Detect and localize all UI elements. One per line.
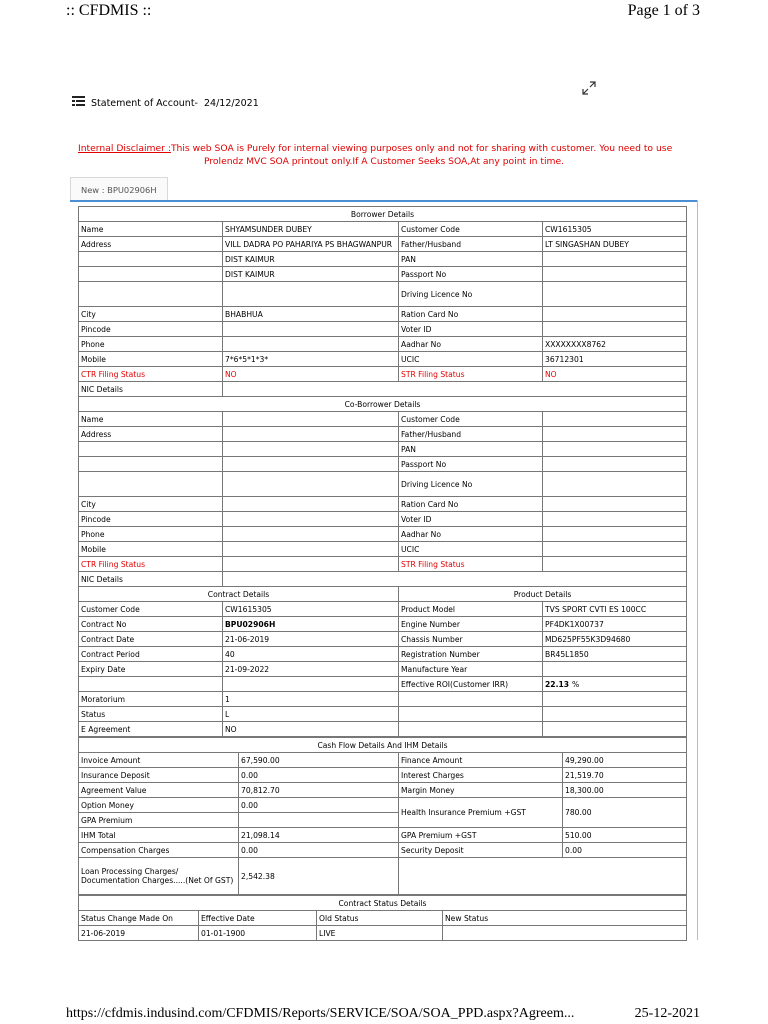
table-cell: Mobile — [79, 352, 223, 367]
internal-disclaimer — [78, 142, 690, 168]
table-cell — [223, 412, 399, 427]
table-cell: Driving Licence No — [399, 282, 543, 307]
table-cell — [79, 282, 223, 307]
table-cell: Registration Number — [399, 647, 543, 662]
table-cell: Voter ID — [399, 512, 543, 527]
table-row — [79, 798, 687, 813]
table-cell: 49,290.00 — [563, 753, 687, 768]
section-heading-row — [79, 587, 687, 602]
table-cell — [223, 337, 399, 352]
table-cell: Phone — [79, 337, 223, 352]
table-cell: Expiry Date — [79, 662, 223, 677]
cashflow-table — [78, 737, 687, 895]
tab-contract[interactable]: New : BPU02906H — [70, 177, 168, 201]
table-cell: TVS SPORT CVTI ES 100CC — [543, 602, 687, 617]
table-row — [79, 722, 687, 737]
table-cell: Contract Period — [79, 647, 223, 662]
table-row — [79, 768, 687, 783]
table-cell: City — [79, 307, 223, 322]
table-row — [79, 707, 687, 722]
section-heading: Contract Details — [79, 587, 399, 602]
table-row — [79, 572, 687, 587]
table-cell: GPA Premium +GST — [399, 828, 563, 843]
table-cell: 0.00 — [563, 843, 687, 858]
effective-roi-value: 22.13 — [545, 679, 570, 689]
table-cell: GPA Premium — [79, 813, 239, 828]
table-cell: Customer Code — [79, 602, 223, 617]
table-cell: LT SINGASHAN DUBEY — [543, 237, 687, 252]
table-cell: CW1615305 — [223, 602, 399, 617]
table-cell — [543, 412, 687, 427]
table-row — [79, 252, 687, 267]
table-cell — [223, 542, 399, 557]
table-row — [79, 617, 687, 632]
table-cell — [543, 542, 687, 557]
section-heading-row — [79, 738, 687, 753]
table-cell: PAN — [399, 442, 543, 457]
table-row — [79, 337, 687, 352]
effective-roi-unit: % — [572, 679, 580, 689]
table-cell — [223, 457, 399, 472]
table-row — [79, 692, 687, 707]
table-cell: Voter ID — [399, 322, 543, 337]
table-cell: 70,812.70 — [239, 783, 399, 798]
table-cell: UCIC — [399, 542, 543, 557]
table-row — [79, 843, 687, 858]
table-cell: MD625PF55K3D94680 — [543, 632, 687, 647]
table-cell — [443, 926, 687, 941]
table-cell: IHM Total — [79, 828, 239, 843]
table-cell — [399, 707, 543, 722]
footer-url: https://cfdmis.indusind.com/CFDMIS/Reports/SERVICE/SOA/SOA_PPD.aspx?Agreem... — [66, 1006, 575, 1021]
table-cell — [543, 662, 687, 677]
table-cell: 21-06-2019 — [79, 926, 199, 941]
table-cell: Moratorium — [79, 692, 223, 707]
table-cell — [543, 527, 687, 542]
table-cell: 7*6*5*1*3* — [223, 352, 399, 367]
table-cell — [223, 427, 399, 442]
table-cell: Manufacture Year — [399, 662, 543, 677]
footer-date: 25-12-2021 — [634, 1006, 700, 1021]
table-cell: Address — [79, 427, 223, 442]
table-row — [79, 427, 687, 442]
table-row — [79, 382, 687, 397]
table-cell: Chassis Number — [399, 632, 543, 647]
nic-details-label: NIC Details — [79, 572, 223, 587]
table-cell: Driving Licence No — [399, 472, 543, 497]
page-number: Page 1 of 3 — [627, 2, 700, 19]
table-row — [79, 753, 687, 768]
section-heading: Contract Status Details — [79, 896, 687, 911]
table-cell: STR Filing Status — [399, 557, 543, 572]
table-cell — [543, 557, 687, 572]
table-row — [79, 926, 687, 941]
table-cell: 21-09-2022 — [223, 662, 399, 677]
disclaimer-line2: Prolendz MVC SOA printout only.If A Customer Seeks SOA,At any point in time. — [203, 156, 565, 167]
table-row — [79, 662, 687, 677]
table-cell: Security Deposit — [399, 843, 563, 858]
table-cell: Engine Number — [399, 617, 543, 632]
table-cell: Effective ROI(Customer IRR) — [399, 677, 543, 692]
table-cell — [223, 442, 399, 457]
table-row — [79, 457, 687, 472]
table-cell — [223, 382, 687, 397]
table-cell: Father/Husband — [399, 237, 543, 252]
table-cell: BPU02906H — [223, 617, 399, 632]
table-cell: Health Insurance Premium +GST — [399, 798, 563, 828]
disclaimer-line1: This web SOA is Purely for internal viewing purposes only and not for sharing with customer. You need to use — [170, 143, 673, 154]
table-cell — [543, 307, 687, 322]
table-cell: 21-06-2019 — [223, 632, 399, 647]
table-cell: 21,098.14 — [239, 828, 399, 843]
table-cell — [543, 707, 687, 722]
soa-title-date: 24/12/2021 — [203, 98, 259, 109]
table-cell: Interest Charges — [399, 768, 563, 783]
table-row — [79, 472, 687, 497]
section-heading: Cash Flow Details And IHM Details — [79, 738, 687, 753]
column-header: New Status — [443, 911, 687, 926]
table-cell: 510.00 — [563, 828, 687, 843]
table-cell — [239, 813, 399, 828]
table-cell: CTR Filing Status — [79, 557, 223, 572]
table-cell: Customer Code — [399, 222, 543, 237]
table-cell — [543, 442, 687, 457]
table-row — [79, 497, 687, 512]
column-header: Old Status — [317, 911, 443, 926]
table-cell: Finance Amount — [399, 753, 563, 768]
table-row — [79, 282, 687, 307]
soa-title-label: Statement of Account- — [91, 98, 198, 109]
table-cell — [223, 527, 399, 542]
panel-border — [697, 200, 698, 940]
table-row — [79, 858, 687, 895]
table-cell: Agreement Value — [79, 783, 239, 798]
table-cell: Father/Husband — [399, 427, 543, 442]
disclaimer-label: Internal Disclaimer : — [78, 143, 171, 154]
table-cell: Option Money — [79, 798, 239, 813]
table-cell: Passport No — [399, 267, 543, 282]
table-cell — [543, 692, 687, 707]
table-cell: STR Filing Status — [399, 367, 543, 382]
table-row — [79, 222, 687, 237]
table-cell — [543, 457, 687, 472]
table-cell: 780.00 — [563, 798, 687, 828]
table-cell: 18,300.00 — [563, 783, 687, 798]
table-cell: UCIC — [399, 352, 543, 367]
table-cell: 2,542.38 — [239, 858, 399, 895]
table-cell: Ration Card No — [399, 307, 543, 322]
table-cell — [543, 472, 687, 497]
table-row — [79, 322, 687, 337]
table-cell: 0.00 — [239, 798, 399, 813]
page-header-title: :: CFDMIS :: — [66, 2, 152, 19]
table-row — [79, 237, 687, 252]
list-icon — [72, 96, 85, 111]
table-cell: 01-01-1900 — [199, 926, 317, 941]
table-cell: Mobile — [79, 542, 223, 557]
table-cell: NO — [223, 367, 399, 382]
table-cell: Margin Money — [399, 783, 563, 798]
table-cell: Passport No — [399, 457, 543, 472]
table-cell — [223, 572, 687, 587]
table-cell — [543, 497, 687, 512]
table-cell: DIST KAIMUR — [223, 267, 399, 282]
table-cell: 36712301 — [543, 352, 687, 367]
table-cell — [223, 472, 399, 497]
table-row — [79, 542, 687, 557]
table-cell: 67,590.00 — [239, 753, 399, 768]
table-cell — [79, 442, 223, 457]
table-cell — [399, 722, 543, 737]
table-cell — [399, 858, 687, 895]
table-cell: BHABHUA — [223, 307, 399, 322]
table-row — [79, 367, 687, 382]
statement-table — [78, 206, 687, 737]
table-cell — [223, 322, 399, 337]
table-cell: DIST KAIMUR — [223, 252, 399, 267]
table-row — [79, 647, 687, 662]
table-cell: City — [79, 497, 223, 512]
table-cell: XXXXXXXX8762 — [543, 337, 687, 352]
table-cell — [399, 692, 543, 707]
table-cell: Customer Code — [399, 412, 543, 427]
table-cell: SHYAMSUNDER DUBEY — [223, 222, 399, 237]
table-row — [79, 512, 687, 527]
table-cell — [543, 512, 687, 527]
table-row — [79, 602, 687, 617]
table-row — [79, 527, 687, 542]
table-row — [79, 677, 687, 692]
table-row — [79, 557, 687, 572]
table-cell: Insurance Deposit — [79, 768, 239, 783]
table-cell — [223, 282, 399, 307]
table-cell — [543, 267, 687, 282]
table-cell — [543, 282, 687, 307]
nic-details-label: NIC Details — [79, 382, 223, 397]
table-cell: NO — [223, 722, 399, 737]
table-row — [79, 412, 687, 427]
table-cell — [543, 427, 687, 442]
table-cell: CTR Filing Status — [79, 367, 223, 382]
statement-sheet — [78, 206, 686, 941]
table-cell: Name — [79, 222, 223, 237]
table-cell: Product Model — [399, 602, 543, 617]
table-cell: 21,519.70 — [563, 768, 687, 783]
table-cell: Phone — [79, 527, 223, 542]
table-cell: CW1615305 — [543, 222, 687, 237]
table-cell: 1 — [223, 692, 399, 707]
table-cell: 0.00 — [239, 843, 399, 858]
table-cell: Ration Card No — [399, 497, 543, 512]
table-cell — [79, 457, 223, 472]
table-header-row — [79, 911, 687, 926]
table-row — [79, 783, 687, 798]
table-row — [79, 632, 687, 647]
table-cell: Name — [79, 412, 223, 427]
table-cell — [543, 322, 687, 337]
table-cell: NO — [543, 367, 687, 382]
table-cell — [79, 472, 223, 497]
table-cell: PF4DK1X00737 — [543, 617, 687, 632]
table-cell: 40 — [223, 647, 399, 662]
table-cell — [79, 677, 223, 692]
section-heading: Borrower Details — [79, 207, 687, 222]
status-table — [78, 895, 687, 941]
expand-icon[interactable] — [582, 80, 596, 94]
table-cell — [79, 252, 223, 267]
table-row — [79, 352, 687, 367]
table-cell: Contract No — [79, 617, 223, 632]
section-heading: Product Details — [399, 587, 687, 602]
table-cell: Pincode — [79, 512, 223, 527]
table-row — [79, 828, 687, 843]
table-cell — [223, 497, 399, 512]
table-row — [79, 442, 687, 457]
table-cell: VILL DADRA PO PAHARIYA PS BHAGWANPUR — [223, 237, 399, 252]
table-cell: Aadhar No — [399, 527, 543, 542]
table-cell: Compensation Charges — [79, 843, 239, 858]
table-cell — [543, 252, 687, 267]
table-cell: Pincode — [79, 322, 223, 337]
section-heading-row — [79, 896, 687, 911]
table-cell — [79, 267, 223, 282]
table-cell: Address — [79, 237, 223, 252]
table-cell: E Agreement — [79, 722, 223, 737]
table-cell — [543, 677, 687, 692]
table-cell — [223, 557, 399, 572]
table-cell: Loan Processing Charges/ Documentation Charges.....(Net Of GST) — [79, 858, 239, 895]
soa-title — [72, 96, 259, 111]
column-header: Status Change Made On — [79, 911, 199, 926]
table-cell: L — [223, 707, 399, 722]
table-cell: Invoice Amount — [79, 753, 239, 768]
table-cell: BR45L1850 — [543, 647, 687, 662]
table-cell — [223, 677, 399, 692]
table-cell: Aadhar No — [399, 337, 543, 352]
table-row — [79, 307, 687, 322]
table-cell: 0.00 — [239, 768, 399, 783]
table-cell: Status — [79, 707, 223, 722]
table-cell — [543, 722, 687, 737]
section-heading-row — [79, 397, 687, 412]
table-cell: PAN — [399, 252, 543, 267]
tab-underline — [70, 200, 698, 202]
section-heading-row — [79, 207, 687, 222]
table-cell: LIVE — [317, 926, 443, 941]
column-header: Effective Date — [199, 911, 317, 926]
section-heading: Co-Borrower Details — [79, 397, 687, 412]
table-cell: Contract Date — [79, 632, 223, 647]
table-row — [79, 267, 687, 282]
table-cell — [223, 512, 399, 527]
